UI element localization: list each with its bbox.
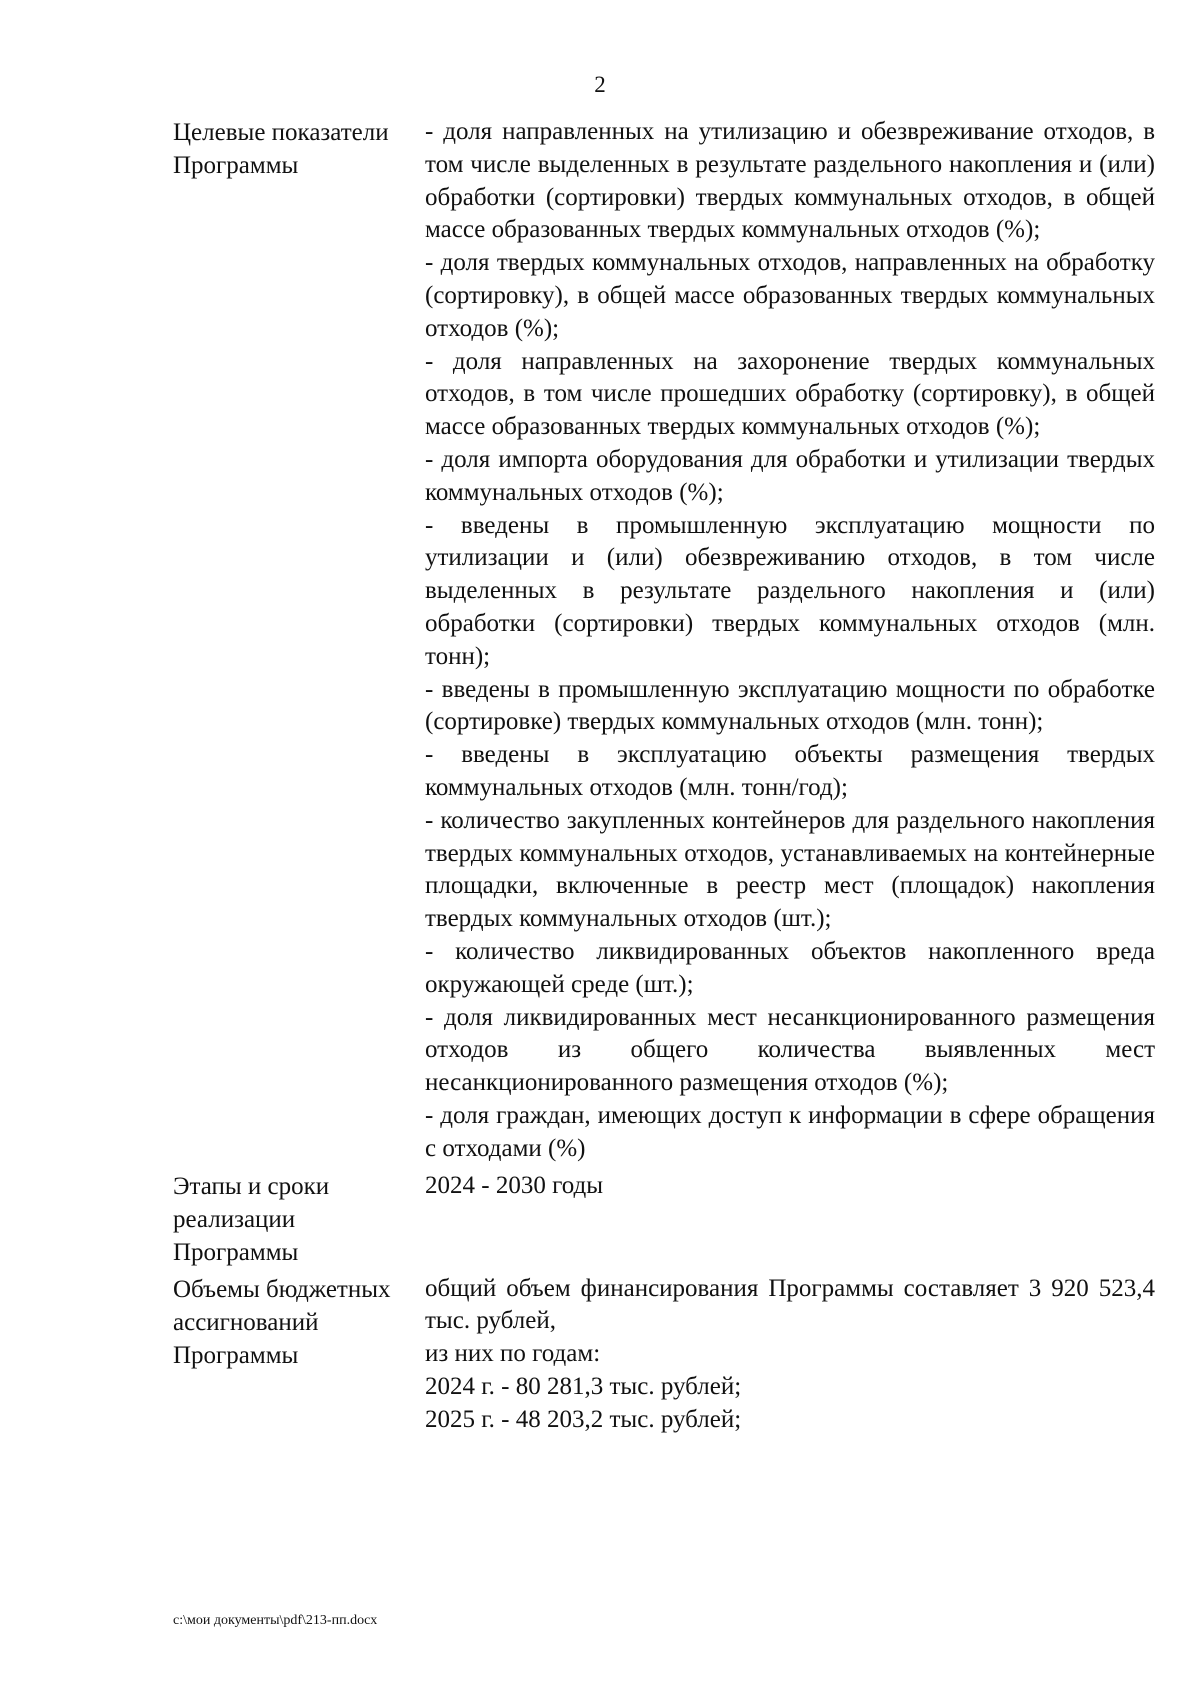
target-item: - доля направленных на утилизацию и обезвреживание отходов, в том числе выделенных в результате раздельного накопления и (или) обработки (сортировки) твердых коммунальных отходов, в общей массе образованных твердых коммунальных отходов (%); xyxy=(425,118,1155,244)
row-stages xyxy=(173,1170,1155,1269)
stages-value: 2024 - 2030 годы xyxy=(425,1171,604,1199)
target-item: - доля импорта оборудования для обработки и утилизации твердых коммунальных отходов (%); xyxy=(425,445,1155,506)
row-value-stages xyxy=(425,1170,1155,1203)
page-number: 2 xyxy=(594,72,606,97)
target-item: - введены в промышленную эксплуатацию мощности по утилизации и (или) обезвреживанию отходов, в том числе выделенных в результате раздельного накопления и (или) обработки (сортировки) твердых коммунальных отходов (млн. тонн); xyxy=(425,511,1155,670)
row-label-funding: Объемы бюджетных ассигнований Программы xyxy=(173,1275,391,1369)
target-item: - доля ликвидированных мест несанкционированного размещения отходов из общего количества выявленных мест несанкционированного размещения отходов (%); xyxy=(425,1003,1155,1097)
row-funding xyxy=(173,1273,1155,1437)
target-item: - введены в эксплуатацию объекты размещения твердых коммунальных отходов (млн. тонн/год); xyxy=(425,741,1155,801)
target-item: - количество закупленных контейнеров для раздельного накопления твердых коммунальных отходов, устанавливаемых на контейнерные площадки, включенные в реестр мест (площадок) накопления твердых коммунальных отходов (шт.); xyxy=(425,806,1155,933)
target-item: - доля направленных на захоронение твердых коммунальных отходов, в том числе прошедших обработку (сортировку), в общей массе образованных твердых коммунальных отходов (%); xyxy=(425,347,1155,441)
target-item: - количество ликвидированных объектов накопленного вреда окружающей среде (шт.); xyxy=(425,937,1155,998)
footer-file-path: c:\мои документы\pdf\213-пп.docx xyxy=(173,1613,378,1628)
row-value-funding xyxy=(425,1273,1155,1437)
funding-year-item: 2025 г. - 48 203,2 тыс. рублей; xyxy=(425,1405,742,1433)
target-item: - доля граждан, имеющих доступ к информации в сфере обращения с отходами (%) xyxy=(425,1101,1155,1162)
funding-by-years-intro: из них по годам: xyxy=(425,1340,601,1368)
target-item: - введены в промышленную эксплуатацию мощности по обработке (сортировке) твердых коммунальных отходов (млн. тонн); xyxy=(425,675,1155,736)
funding-year-item: 2024 г. - 80 281,3 тыс. рублей; xyxy=(425,1372,742,1400)
row-value-targets xyxy=(425,116,1155,1166)
row-label-targets: Целевые показатели Программы xyxy=(173,119,389,179)
row-targets xyxy=(173,116,1155,1166)
target-item: - доля твердых коммунальных отходов, направленных на обработку (сортировку), в общей массе образованных твердых коммунальных отходов (%); xyxy=(425,249,1155,342)
funding-total: общий объем финансирования Программы составляет 3 920 523,4 тыс. рублей, xyxy=(425,1274,1155,1335)
program-passport-table xyxy=(173,116,1155,1440)
row-label-stages: Этапы и сроки реализации Программы xyxy=(173,1172,330,1266)
